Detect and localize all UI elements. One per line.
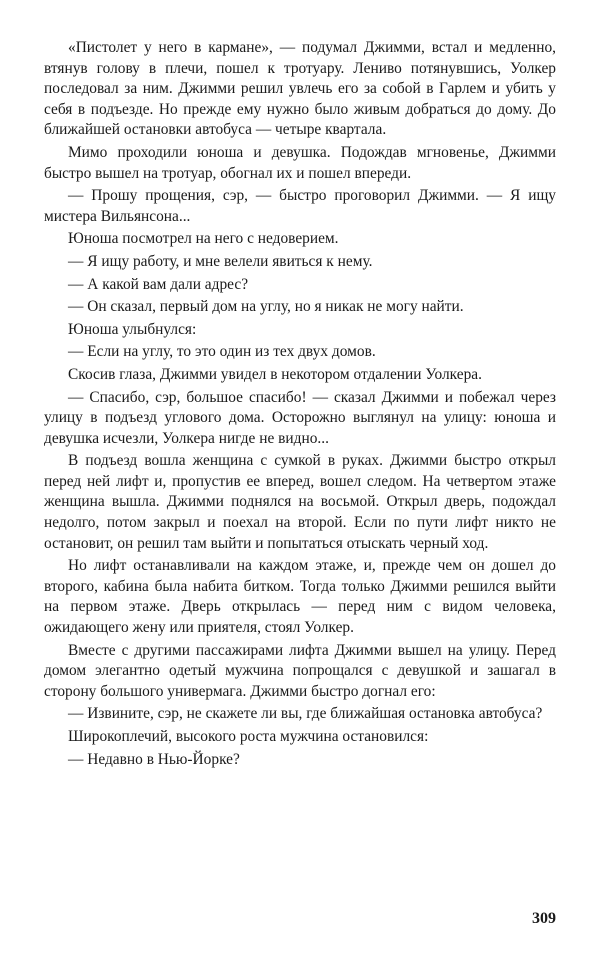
paragraph-13: Но лифт останавливали на каждом этаже, и, прежде чем он дошел до второго, кабина была набита битком. Тогда только Джимми решился выйти на первом этаже. Дверь открылась — перед ним с видом человека, ожидающего жену или приятеля, стоял Уолкер.	[44, 557, 556, 637]
paragraph-16: Широкоплечий, высокого роста мужчина остановился:	[68, 728, 429, 745]
paragraph-12: В подъезд вошла женщина с сумкой в руках. Джимми быстро открыл перед ней лифт и, пропустив ее вперед, вошел следом. На четвертом этаже женщина вышла. Джимми поднялся на восьмой. Открыл дверь, подождал недолго, потом закрыл и поехал на второй. Если по пути лифт никто не остановит, он решил там выйти и попытаться отыскать черный ход.	[44, 452, 556, 552]
paragraph-4: Юноша посмотрел на него с недоверием.	[68, 230, 339, 248]
paragraph-9: — Если на углу, то это один из тех двух домов.	[68, 343, 376, 361]
paragraph-7: — Он сказал, первый дом на углу, но я никак не могу найти.	[68, 298, 464, 316]
page-number: 309	[532, 910, 556, 927]
paragraph-11: — Спасибо, сэр, большое спасибо! — сказал Джимми и побежал через улицу в подъезд углового дома. Осторожно выглянул на улицу: юноша и девушка исчезли, Уолкера нигде не видно...	[44, 388, 556, 447]
paragraph-1: «Пистолет у него в кармане», — подумал Джимми, встал и медленно, втянув голову в плечи, пошел к тротуару. Лениво потянувшись, Уолкер последовал за ним. Джимми решил увлечь его за собой в Гарлем и убить у себя в подъезде. Но прежде ему нужно было живым добраться до дому. До ближайшей остановки автобуса — четыре квартала.	[44, 39, 556, 139]
paragraph-6: — А какой вам дали адрес?	[68, 275, 249, 293]
paragraph-8: Юноша улыбнулся:	[68, 320, 197, 338]
paragraph-17: — Недавно в Нью-Йорке?	[68, 750, 240, 768]
paragraph-15: — Извините, сэр, не скажете ли вы, где ближайшая остановка автобуса?	[68, 705, 543, 723]
paragraph-14: Вместе с другими пассажирами лифта Джимми вышел на улицу. Перед домом элегантно одетый мужчина попрощался с девушкой и зашагал в сторону большого универмага. Джимми быстро догнал его:	[44, 641, 556, 700]
paragraph-10: Скосив глаза, Джимми увидел в некотором отдалении Уолкера.	[68, 365, 482, 383]
body-text	[44, 38, 556, 772]
paragraph-5: — Я ищу работу, и мне велели явиться к нему.	[68, 252, 373, 270]
paragraph-3: — Прошу прощения, сэр, — быстро проговорил Джимми. — Я ищу мистера Вильянсона...	[44, 187, 556, 225]
paragraph-2: Мимо проходили юноша и девушка. Подождав мгновенье, Джимми быстро вышел на тротуар, обогнал их и пошел впереди.	[44, 143, 556, 182]
